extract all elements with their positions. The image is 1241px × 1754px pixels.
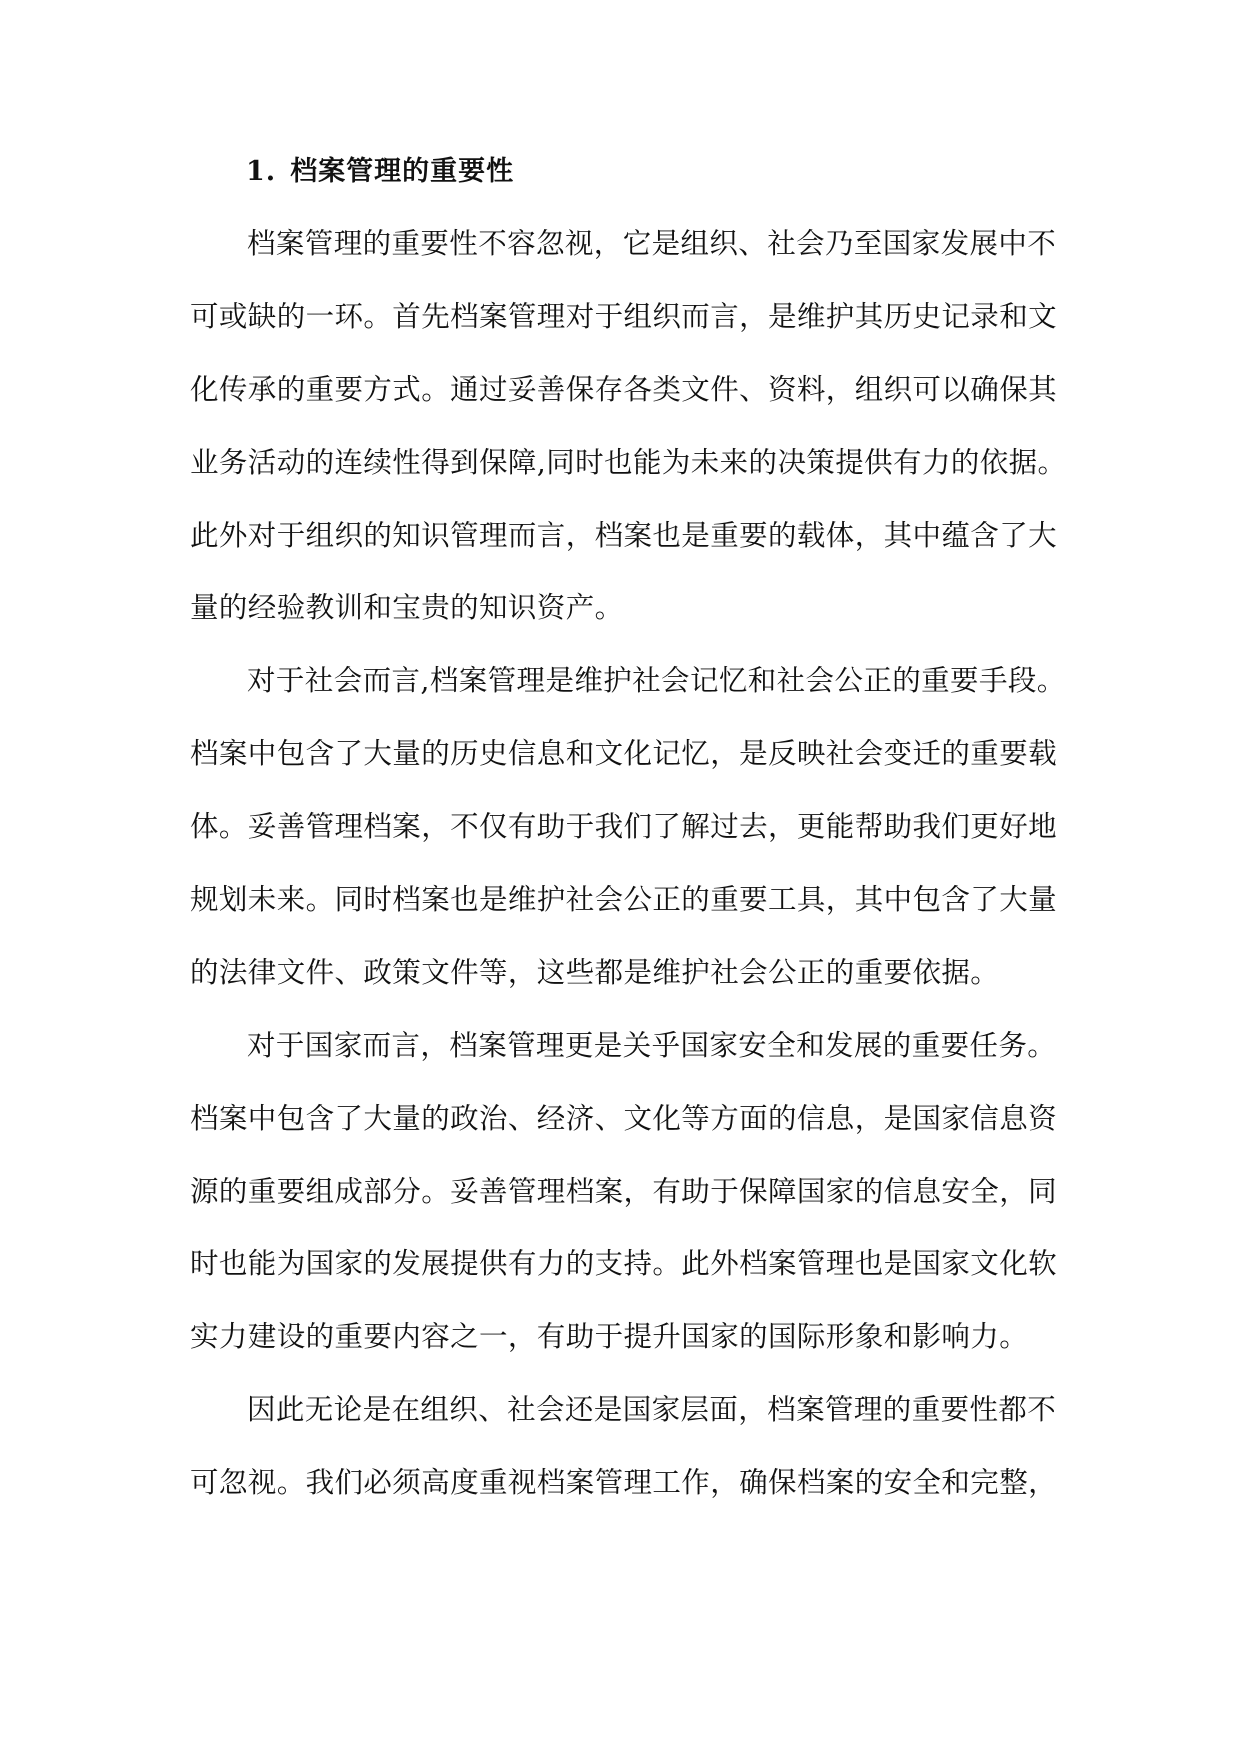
text-line: 对于国家而言，档案管理更是关乎国家安全和发展的重要任务。 bbox=[247, 1028, 1057, 1062]
text-line: 的法律文件、政策文件等，这些都是维护社会公正的重要依据。 bbox=[190, 955, 1000, 989]
text-line: 档案中包含了大量的政治、经济、文化等方面的信息，是国家信息资 bbox=[190, 1101, 1058, 1135]
section-number: 1. bbox=[246, 156, 277, 187]
text-line: 档案管理的重要性不容忽视，它是组织、社会乃至国家发展中不 bbox=[247, 227, 1057, 260]
text-line: 体。妥善管理档案，不仅有助于我们了解过去，更能帮助我们更好地 bbox=[190, 810, 1058, 844]
text-line: 可或缺的一环。首先档案管理对于组织而言，是维护其历史记录和文 bbox=[190, 299, 1058, 333]
text-line: 业务活动的连续性得到保障,同时也能为未来的决策提供有力的依据。 bbox=[190, 445, 1067, 479]
text-line: 源的重要组成部分。妥善管理档案，有助于保障国家的信息安全，同 bbox=[190, 1174, 1058, 1208]
text-line: 量的经验教训和宝贵的知识资产。 bbox=[190, 591, 624, 625]
text-line: 此外对于组织的知识管理而言，档案也是重要的载体，其中蕴含了大 bbox=[190, 518, 1058, 552]
text-line: 规划未来。同时档案也是维护社会公正的重要工具，其中包含了大量 bbox=[190, 883, 1058, 917]
section-heading bbox=[246, 150, 514, 194]
section-title: 档案管理的重要性 bbox=[290, 156, 515, 187]
text-line: 化传承的重要方式。通过妥善保存各类文件、资料，组织可以确保其 bbox=[190, 372, 1058, 406]
text-line: 因此无论是在组织、社会还是国家层面，档案管理的重要性都不 bbox=[247, 1393, 1057, 1427]
text-line: 实力建设的重要内容之一，有助于提升国家的国际形象和影响力。 bbox=[190, 1320, 1029, 1354]
text-line: 可忽视。我们必须高度重视档案管理工作，确保档案的安全和完整， bbox=[190, 1466, 1058, 1500]
text-line: 对于社会而言,档案管理是维护社会记忆和社会公正的重要手段。 bbox=[247, 664, 1066, 698]
text-line: 时也能为国家的发展提供有力的支持。此外档案管理也是国家文化软 bbox=[190, 1247, 1058, 1281]
body-text bbox=[190, 218, 1067, 1530]
text-line: 档案中包含了大量的历史信息和文化记忆，是反映社会变迁的重要载 bbox=[190, 737, 1058, 771]
